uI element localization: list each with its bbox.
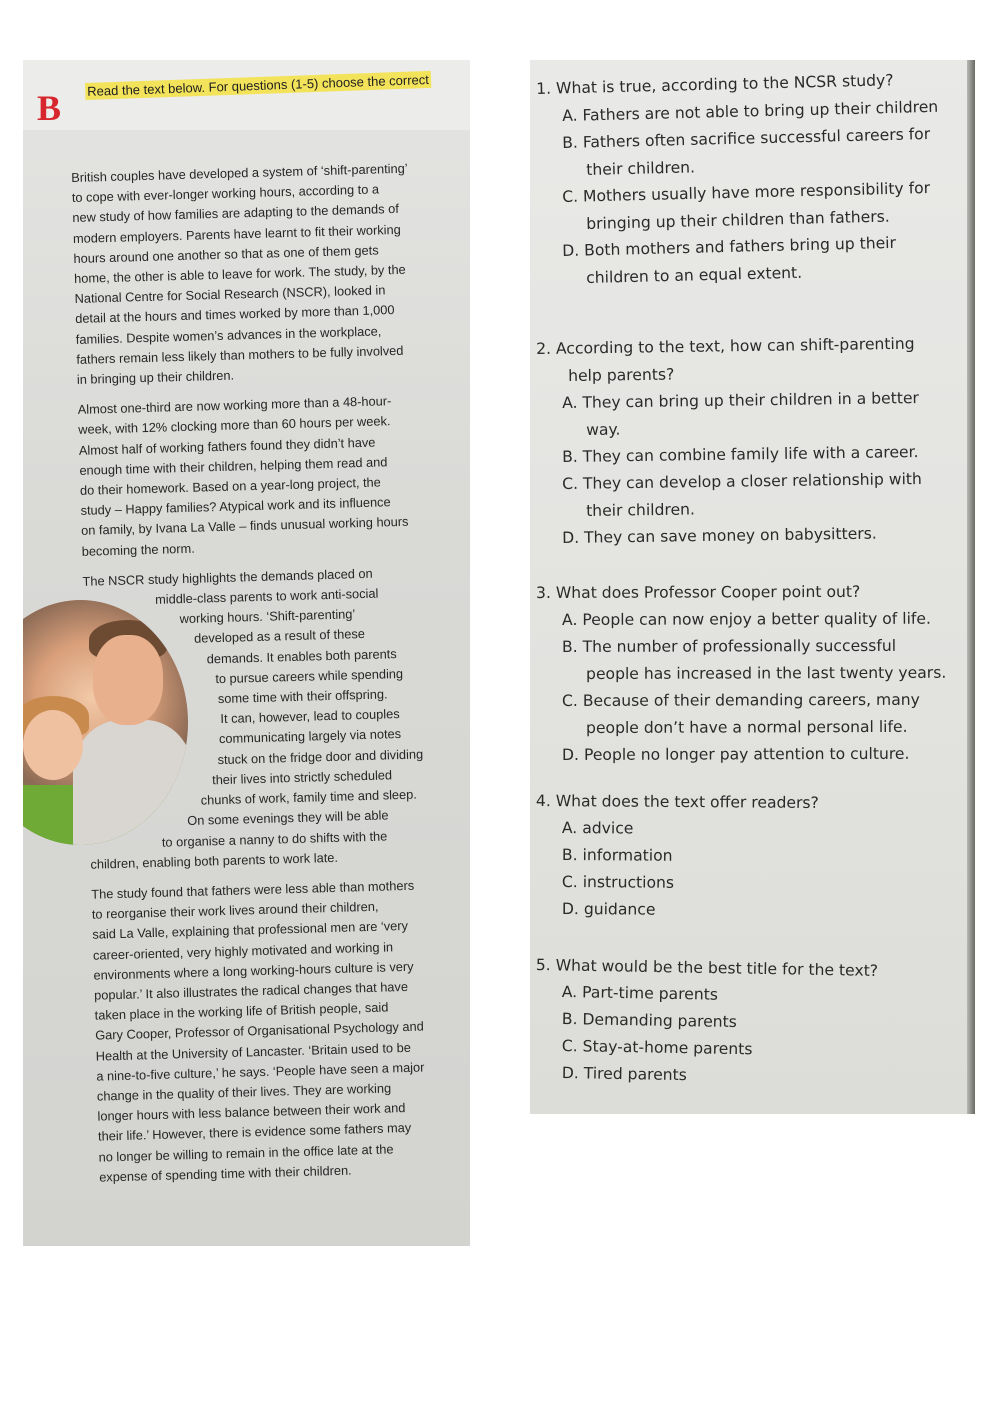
question-4-option-d[interactable]: D. guidance	[561, 900, 656, 919]
question-3-option-b[interactable]: people has increased in the last twenty years.	[586, 663, 947, 683]
question-2-option-a[interactable]: A. They can bring up their children in a better	[562, 389, 920, 412]
question-4-option-b[interactable]: B. information	[561, 846, 673, 865]
question-1-option-b[interactable]: B. Fathers often sacrifice successful careers for	[562, 125, 931, 152]
question-1-option-c[interactable]: C. Mothers usually have more responsibility for	[562, 179, 931, 206]
question-5-option-b[interactable]: B. Demanding parents	[561, 1010, 738, 1032]
article-paragraph	[77, 390, 461, 562]
question-2-text: help parents?	[568, 365, 675, 385]
question-1-option-a[interactable]: A. Fathers are not able to bring up their children	[562, 97, 939, 125]
article-line: It can, however, lead to couples	[220, 706, 400, 727]
article-line: said La Valle, explaining that professional men are ‘very	[92, 918, 409, 943]
question-2-option-c[interactable]: C. They can develop a closer relationship with	[562, 469, 922, 493]
question-1-text: 1. What is true, according to the NCSR study?	[536, 71, 894, 98]
article-line: do their homework. Based on a year-long project, the	[79, 474, 382, 498]
article-line: enough time with their children, helping them read and	[79, 454, 388, 478]
question-1-option-d[interactable]: D. Both mothers and fathers bring up their	[562, 233, 897, 260]
question-3-option-c[interactable]: people don’t have a normal personal life.	[586, 717, 908, 737]
question-4-text: 4. What does the text offer readers?	[535, 792, 819, 812]
article-line: to reorganise their work lives around their children,	[91, 898, 379, 922]
article-line: The study found that fathers were less able than mothers	[91, 877, 415, 902]
question-5-option-a[interactable]: A. Part-time parents	[561, 983, 719, 1004]
article-line: children, enabling both parents to work late.	[90, 849, 339, 872]
question-5-option-d[interactable]: D. Tired parents	[561, 1064, 688, 1085]
question-2-option-d[interactable]: D. They can save money on babysitters.	[562, 524, 877, 547]
article-line: Gary Cooper, Professor of Organisational Psychology and	[95, 1018, 424, 1043]
article-line: to pursue careers while spending	[215, 665, 404, 687]
article-line: families. Despite women’s advances in the workplace,	[75, 323, 382, 347]
article-line: detail at the hours and times worked by more than 1,000	[75, 302, 395, 327]
article-line: modern employers. Parents have learnt to fit their working	[72, 221, 401, 246]
article-line: their lives into strictly scheduled	[211, 767, 393, 788]
article-line: taken place in the working life of British people, said	[94, 999, 389, 1023]
question-3-option-a[interactable]: A. People can now enjoy a better quality of life.	[562, 609, 931, 629]
article-line: fathers remain less likely than mothers to be fully involved	[76, 342, 404, 367]
question-4-option-a[interactable]: A. advice	[561, 819, 634, 838]
article-paragraph	[91, 874, 470, 1188]
article-line: a nine-to-five culture,’ he says. ‘People have seen a major	[96, 1059, 425, 1084]
article-text	[71, 157, 470, 1197]
article-line: Almost half of working fathers found they didn’t have	[78, 434, 376, 458]
article-line: career-oriented, very highly motivated and working in	[92, 938, 394, 963]
article-line: middle-class parents to work anti-social	[154, 585, 379, 607]
article-line: developed as a result of these	[193, 626, 366, 647]
question-3-option-d[interactable]: D. People no longer pay attention to culture.	[562, 744, 910, 764]
article-line: no longer be willing to remain in the office late at the	[98, 1140, 394, 1165]
question-5-option-c[interactable]: C. Stay-at-home parents	[561, 1037, 753, 1059]
article-line: expense of spending time with their children.	[98, 1162, 352, 1185]
question-1-option-d[interactable]: children to an equal extent.	[586, 263, 803, 287]
article-line: some time with their offspring.	[217, 686, 388, 707]
question-1-option-c[interactable]: bringing up their children than fathers.	[586, 207, 890, 233]
article-line: in bringing up their children.	[76, 367, 235, 387]
article-line: stuck on the fridge door and dividing	[217, 746, 424, 767]
questions-page	[530, 60, 975, 1114]
question-3-option-c[interactable]: C. Because of their demanding careers, many	[562, 690, 920, 710]
question-2-option-a[interactable]: way.	[586, 420, 621, 439]
article-paragraph	[82, 561, 470, 875]
article-line: home, the other is able to leave for work. The study, by the	[73, 261, 406, 286]
question-5-text: 5. What would be the best title for the text?	[535, 956, 879, 980]
article-line: environments where a long working-hours culture is very	[93, 958, 414, 983]
article-line: week, with 12% clocking more than 60 hours per week.	[78, 413, 391, 438]
question-2-option-c[interactable]: their children.	[586, 500, 696, 520]
article-line: Health at the University of Lancaster. ‘Britain used to be	[95, 1039, 412, 1064]
article-line: chunks of work, family time and sleep.	[200, 786, 418, 808]
article-line: On some evenings they will be able	[187, 807, 389, 829]
article-line: working hours. ‘Shift-parenting’	[179, 606, 356, 627]
article-line: The NSCR study highlights the demands placed on	[82, 565, 373, 589]
instruction-text: Read the text below. For questions (1-5) choose the correct	[85, 71, 431, 100]
page-edge-shadow	[967, 60, 975, 1114]
section-letter: B	[37, 88, 62, 128]
article-line: becoming the norm.	[81, 540, 195, 559]
article-line: to organise a nanny to do shifts with the	[161, 827, 388, 850]
question-3-option-b[interactable]: B. The number of professionally successful	[562, 636, 897, 656]
article-line: Almost one-third are now working more than a 48-hour-	[77, 393, 392, 418]
article-line: demands. It enables both parents	[206, 645, 397, 667]
article-line: new study of how families are adapting to the demands of	[72, 201, 399, 226]
article-line: longer hours with less balance between their work and	[97, 1100, 406, 1124]
article-line: their life.’ However, there is evidence some fathers may	[97, 1120, 412, 1144]
article-line: change in the quality of their lives. They are working	[96, 1080, 392, 1104]
article-line: communicating largely via notes	[218, 726, 402, 747]
question-4-option-c[interactable]: C. instructions	[561, 873, 675, 892]
article-page	[23, 60, 470, 1246]
article-line: to cope with ever-longer working hours, according to a	[71, 181, 380, 206]
article-line: hours around one another so that as one of them gets	[73, 242, 379, 266]
article-line: British couples have developed a system of ‘shift-parenting’	[71, 160, 408, 185]
question-2-text: 2. According to the text, how can shift-parenting	[536, 334, 915, 358]
question-2-option-b[interactable]: B. They can combine family life with a career.	[562, 443, 919, 466]
article-line: National Centre for Social Research (NSCR), looked in	[74, 282, 386, 307]
article-line: study – Happy families? Atypical work and its influence	[80, 494, 391, 519]
article-line: on family, by Ivana La Valle – finds unusual working hours	[80, 514, 409, 539]
question-1-option-b[interactable]: their children.	[586, 158, 696, 179]
question-3-text: 3. What does Professor Cooper point out?	[536, 582, 861, 602]
article-paragraph	[71, 157, 457, 390]
article-line: popular.’ It also illustrates the radical changes that have	[93, 978, 409, 1003]
